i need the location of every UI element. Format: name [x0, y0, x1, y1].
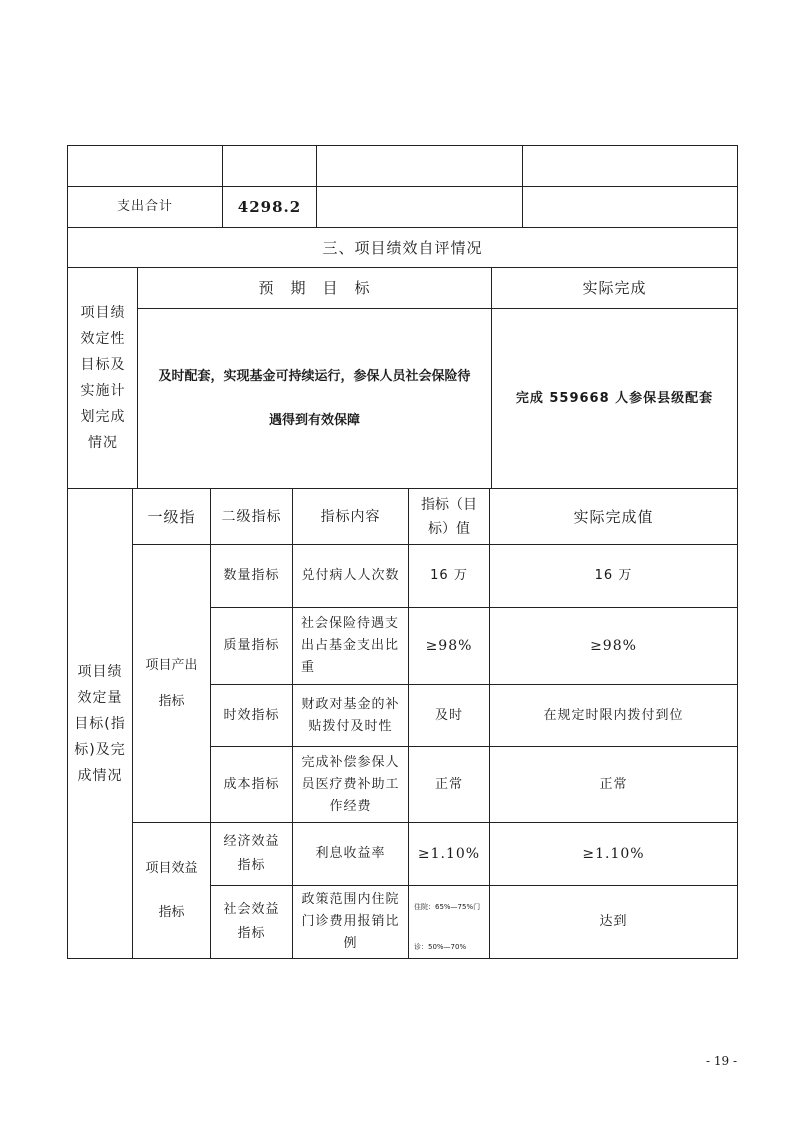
header-target-line1: 指标（目: [421, 496, 477, 513]
header-level2: 二级指标: [221, 508, 282, 525]
row-target: ≥98%: [425, 638, 473, 654]
row-level2: 质量指标: [223, 638, 280, 653]
row-content: 财政对基金的补贴拨付及时性: [301, 696, 400, 734]
expected-goal-line1: 及时配套，实现基金可持续运行，参保人员社会保险待: [158, 368, 471, 384]
row-actual: 在规定时限内拨付到位: [543, 707, 684, 723]
row-content: 兑付病人人次数: [301, 568, 400, 583]
row-content: 政策范围内住院门诊费用报销比例: [301, 892, 400, 951]
actual-completion-text: 完成 559668 人参保县级配套: [515, 390, 714, 406]
benefit-group-line1: 项目效益: [145, 860, 198, 876]
actual-completion-header: 实际完成: [582, 279, 647, 297]
expected-goal-line2: 遇得到有效保障: [268, 412, 360, 428]
row-actual: ≥98%: [590, 638, 637, 654]
benefit-group-label: [133, 823, 210, 958]
expected-goal-text: [138, 309, 491, 488]
qualitative-row-label: 项目绩效定性目标及实施计划完成情况: [80, 305, 126, 451]
row-target: 及时: [434, 707, 463, 723]
header-target: [409, 489, 489, 544]
quantitative-row-label: 项目绩效定量目标(指标)及完成情况: [74, 663, 126, 784]
row-content: 社会保险待遇支出占基金支出比重: [301, 616, 400, 675]
row-target: 正常: [434, 776, 463, 792]
row-actual: 达到: [599, 914, 628, 929]
row-content: 完成补偿参保人员医疗费补助工作经费: [301, 754, 400, 814]
output-group-line2: 指标: [158, 693, 185, 709]
row-level2: 成本指标: [223, 776, 280, 792]
output-group-label: [133, 545, 210, 822]
row-level2: 经济效益指标: [223, 834, 280, 873]
row-level2: 数量指标: [223, 568, 280, 583]
expense-total-value: 4298.2: [237, 198, 302, 216]
row-target: [410, 886, 488, 958]
row-target: ≥1.10%: [417, 846, 481, 862]
header-content: 指标内容: [320, 508, 381, 525]
row-actual: 正常: [599, 776, 628, 792]
expected-goal-header: 预 期 目 标: [258, 279, 371, 297]
row-level2: 时效指标: [223, 707, 280, 723]
output-group-line1: 项目产出: [145, 657, 198, 673]
row-actual: ≥1.10%: [582, 846, 645, 862]
row-content: 利息收益率: [315, 846, 386, 861]
row-target-line2: 诊：50%—70%: [414, 943, 467, 951]
header-target-line2: 标）值: [428, 520, 470, 537]
benefit-group-line2: 指标: [158, 904, 185, 920]
page-number: - 19 -: [706, 1054, 738, 1068]
row-actual: 16 万: [594, 568, 633, 583]
row-target-line1: 住院：65%—75%门: [414, 903, 481, 911]
section-title: 三、项目绩效自评情况: [322, 238, 483, 257]
header-level1: 一级指: [147, 507, 196, 526]
expense-total-label: 支出合计: [116, 199, 173, 214]
row-level2: 社会效益指标: [223, 902, 280, 941]
header-actual: 实际完成值: [573, 507, 654, 526]
row-target: 16 万: [430, 568, 468, 583]
